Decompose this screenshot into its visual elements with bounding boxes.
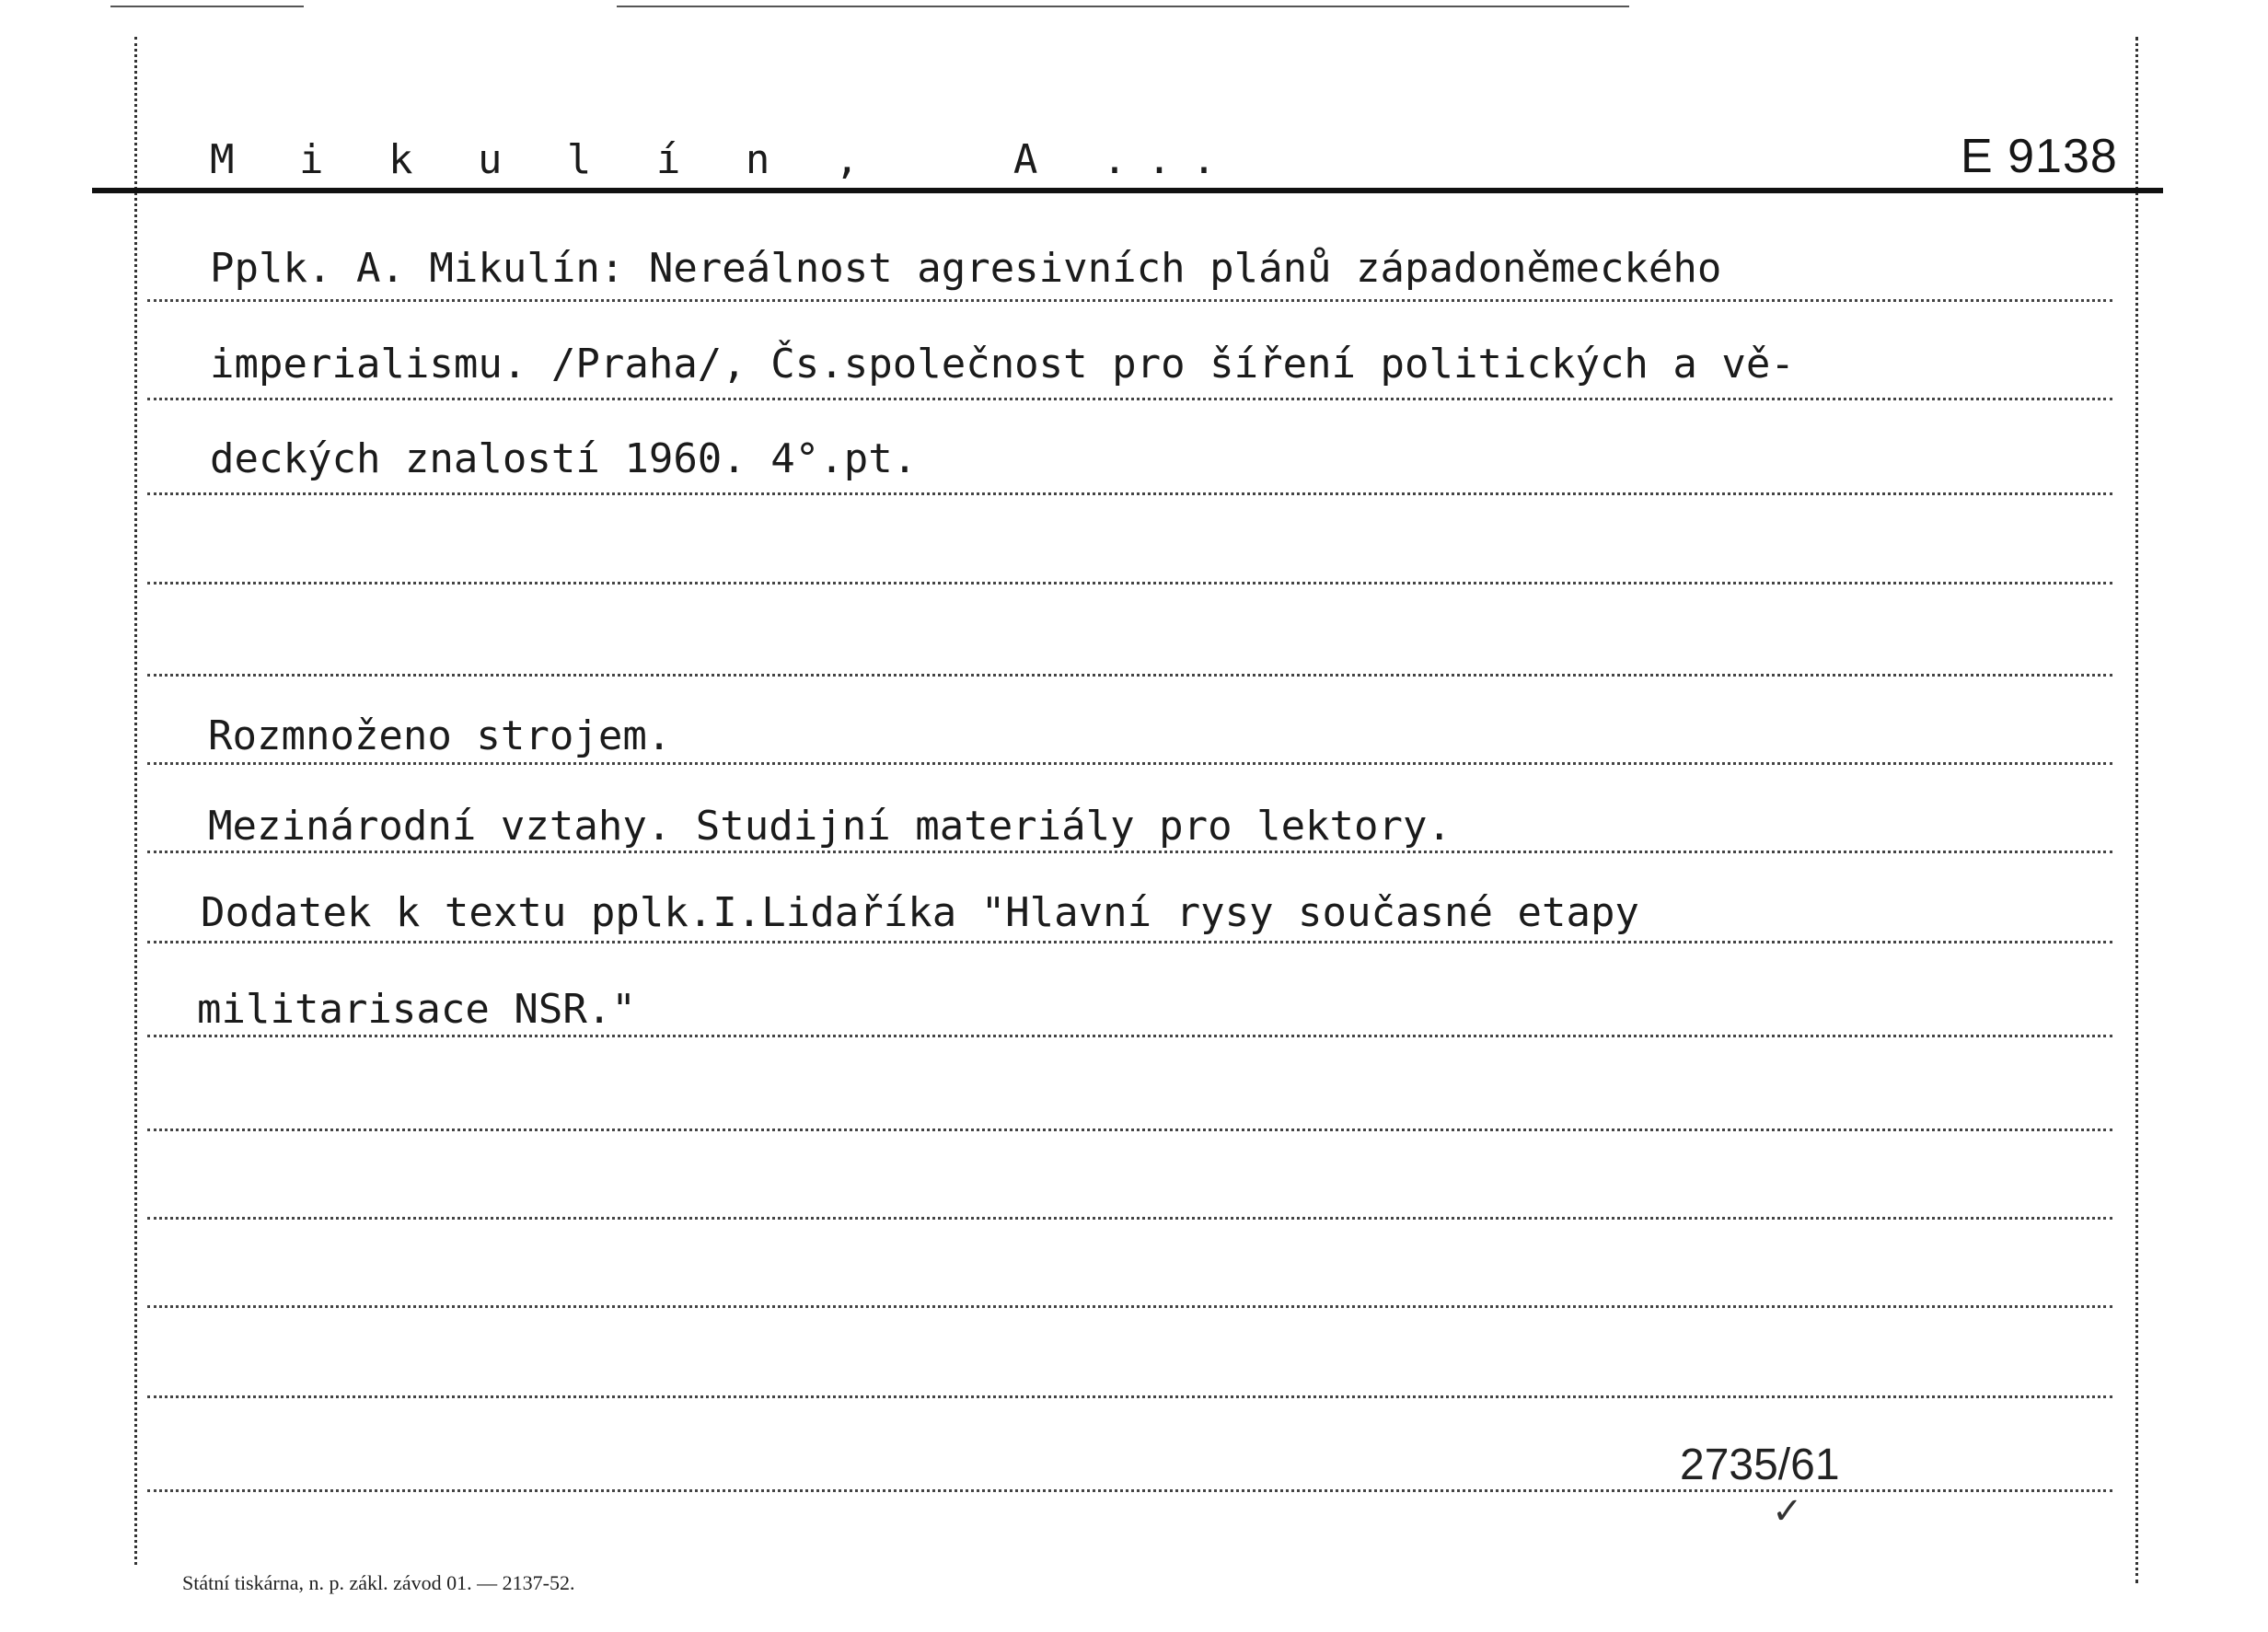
ruled-line <box>147 1217 2112 1220</box>
note-supplement-line-2: militarisace NSR." <box>197 986 636 1033</box>
ruled-line <box>147 674 2112 677</box>
call-number: E 9138 <box>1961 130 2118 183</box>
entry-line-1: Pplk. A. Mikulín: Nereálnost agresivních plánů západoněmeckého <box>210 245 1722 292</box>
ruled-line <box>147 1035 2112 1037</box>
note-series: Mezinárodní vztahy. Studijní materiály pro lektory. <box>208 803 1452 850</box>
ruled-line <box>147 851 2112 853</box>
heading-rule <box>92 188 2163 193</box>
ruled-line <box>147 299 2112 302</box>
top-edge-rule <box>617 6 1629 7</box>
note-reproduction: Rozmnoženo strojem. <box>208 712 672 759</box>
check-mark: ✓ <box>1772 1490 1803 1533</box>
entry-line-2: imperialismu. /Praha/, Čs.společnost pro šíření politických a vě- <box>210 341 1795 388</box>
ruled-line <box>147 941 2112 943</box>
note-supplement-line-1: Dodatek k textu pplk.I.Lidaříka "Hlavní rysy současné etapy <box>201 889 1639 936</box>
entry-line-3: deckých znalostí 1960. 4°.pt. <box>210 435 918 482</box>
ruled-line <box>147 1395 2112 1398</box>
top-edge-rule <box>110 6 304 7</box>
ruled-line <box>147 1129 2112 1131</box>
ruled-line <box>147 492 2112 495</box>
ruled-line <box>147 582 2112 585</box>
ruled-line <box>147 1489 2112 1492</box>
accession-number: 2735/61 <box>1680 1441 1840 1489</box>
left-edge-line <box>134 37 137 1565</box>
right-edge-line <box>2135 37 2138 1583</box>
ruled-line <box>147 762 2112 765</box>
ruled-line <box>147 1305 2112 1308</box>
author-heading: M i k u l í n , A ... <box>210 136 1237 183</box>
ruled-line <box>147 398 2112 400</box>
printer-imprint: Státní tiskárna, n. p. zákl. závod 01. — 2137-52. <box>182 1571 575 1594</box>
